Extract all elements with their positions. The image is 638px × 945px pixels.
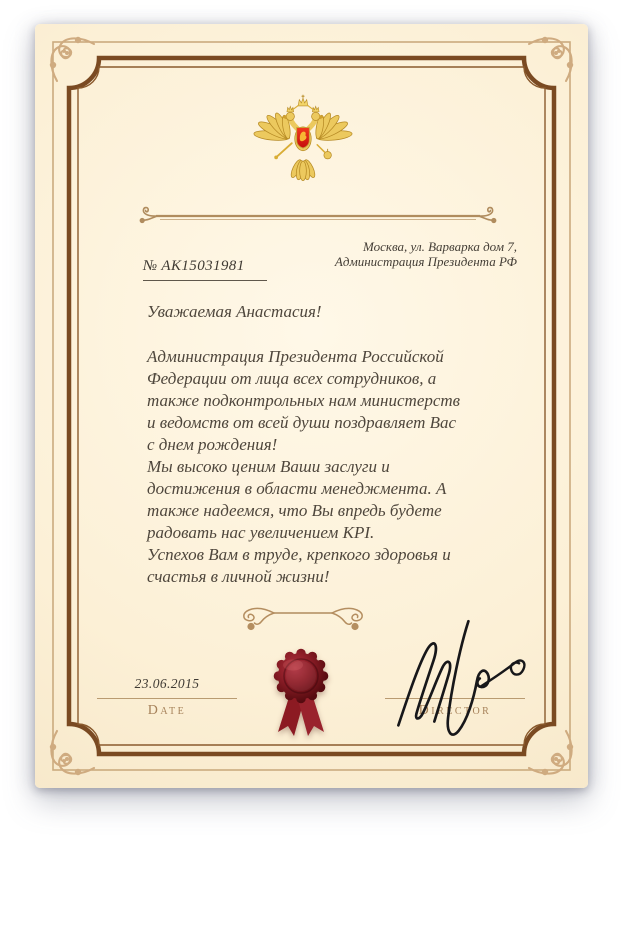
director-label: Director [418, 703, 492, 718]
corner-flourish-icon [527, 729, 579, 781]
sender-address-line: Администрация Президента РФ [334, 253, 517, 269]
ornamental-divider-icon [138, 204, 498, 230]
letter-body-line: также надеемся, что Вы впредь будете [147, 501, 442, 520]
letter-body-line: с днем рождения! [147, 435, 278, 454]
letter-body [147, 346, 460, 588]
sender-address [335, 240, 517, 269]
corner-flourish-icon [44, 31, 96, 83]
date-line [97, 698, 237, 699]
letter-body-line: счастья в личной жизни! [147, 567, 330, 586]
date-value: 23.06.2015 [134, 676, 200, 691]
russian-coat-of-arms-icon [247, 92, 359, 190]
salutation: Уважаемая Анастасия! [147, 302, 322, 321]
wax-seal-icon [264, 648, 338, 738]
letter-page [35, 24, 588, 788]
letter-body-line: и ведомств от всей души поздравляет Вас [147, 413, 457, 432]
date-label: Date [147, 703, 187, 718]
director-signature-icon [387, 612, 529, 744]
letter-body-line: Федерации от лица всех сотрудников, а [147, 369, 437, 388]
letter-body-line: достижения в области менеджмента. А [147, 479, 447, 498]
sender-address-line: Москва, ул. Варварка дом 7, [362, 239, 517, 254]
corner-flourish-icon [44, 729, 96, 781]
letter-body-line: также подконтрольных нам министерств [147, 391, 461, 410]
reference-number: № AK15031981 [143, 258, 267, 281]
letter-body-line: Мы высоко ценим Ваши заслуги и [147, 457, 390, 476]
scroll-divider-icon [238, 604, 368, 634]
letter-body-line: радовать нас увеличением KPI. [147, 523, 375, 542]
letter-body-line: Администрация Президента Российской [147, 347, 444, 366]
corner-flourish-icon [527, 31, 579, 83]
date-block [97, 676, 237, 719]
letter-body-line: Успехов Вам в труде, крепкого здоровья и [147, 545, 451, 564]
